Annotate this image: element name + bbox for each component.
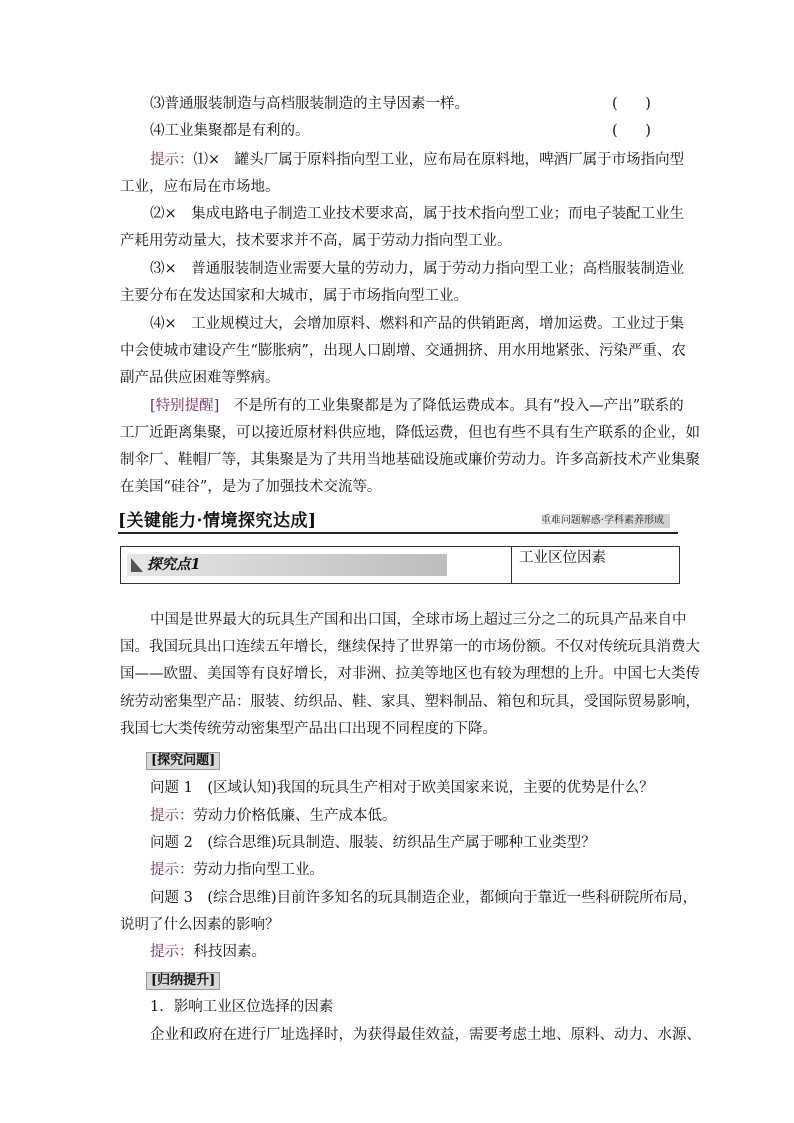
inquiry-answer-3-text: 科技因素。 [193, 944, 266, 960]
hint-label: 提示： [150, 808, 194, 824]
question-3: ⑶普通服装制造与高档服装制造的主导因素一样。 [150, 96, 469, 112]
intro-line-4: 统劳动密集型产品：服装、纺织品、鞋、家具、塑料制品、箱包和玩具，受国际贸易影响， [120, 694, 700, 710]
answer-1-text: ⑴× 罐头厂属于原料指向型工业，应布局在原料地，啤酒厂属于市场指向型 [193, 152, 685, 168]
box-divider [511, 547, 512, 583]
answer-1-line-2: 工业，应布局在市场地。 [120, 179, 280, 195]
special-note-line-4: 在美国“硅谷”，是为了加强技术交流等。 [120, 479, 382, 495]
inquiry-answer-2 [150, 860, 324, 880]
inquiry-question-1: 问题 1 (区域认知)我国的玩具生产相对于欧美国家来说，主要的优势是什么？ [150, 780, 654, 796]
answer-paren-3: ( ) [612, 96, 651, 112]
inquiry-question-2: 问题 2 (综合思维)玩具制造、服装、纺织品生产属于哪种工业类型？ [150, 835, 596, 851]
triangle-icon [131, 558, 143, 572]
special-note-label: [特别提醒] [150, 398, 220, 414]
explore-label: 探究点1 [147, 556, 201, 573]
inquiry-answer-1-text: 劳动力价格低廉、生产成本低。 [193, 808, 397, 824]
answer-2-line-1: ⑵× 集成电路电子制造工业技术要求高，属于技术指向型工业；而电子装配工业生 [150, 206, 685, 222]
hint-label: 提示： [150, 944, 194, 960]
answer-2-line-2: 产耗用劳动量大，技术要求并不高，属于劳动力指向型工业。 [120, 233, 512, 249]
answer-4-line-2: 中会使城市建设产生“膨胀病”，出现人口剧增、交通拥挤、用水用地紧张、污染严重、农 [120, 343, 686, 359]
explore-point-box [120, 546, 680, 584]
explore-tab [127, 554, 447, 576]
answer-3-line-1: ⑶× 普通服装制造业需要大量的劳动力，属于劳动力指向型工业；高档服装制造业 [150, 261, 685, 277]
inquiry-question-3-line-2: 说明了什么因素的影响？ [120, 917, 280, 933]
intro-line-2: 国。我国玩具出口连续五年增长，继续保持了世界第一的市场份额。不仅对传统玩具消费大 [120, 639, 700, 655]
summary-heading: 1．影响工业区位选择的因素 [150, 999, 334, 1015]
hint-label: 提示： [150, 152, 194, 168]
summary-line-1: 企业和政府在进行厂址选择时，为获得最佳效益，需要考虑土地、原料、动力、水源、 [150, 1027, 701, 1043]
answer-4-line-1: ⑷× 工业规模过大，会增加原料、燃料和产品的供销距离，增加运费。工业过于集 [150, 316, 685, 332]
summary-tag: [归纳提升] [146, 972, 220, 990]
inquiry-answer-2-text: 劳动力指向型工业。 [193, 862, 324, 878]
section-title: [关键能力·情境探究达成] [118, 511, 317, 531]
section-banner [118, 510, 678, 534]
inquiry-question-3-line-1: 问题 3 (综合思维)目前许多知名的玩具制造企业，都倾向于靠近一些科研院所布局， [150, 890, 698, 906]
explore-topic: 工业区位因素 [519, 550, 606, 566]
hint-label: 提示： [150, 862, 194, 878]
inquiry-tag: [探究问题] [146, 752, 220, 770]
inquiry-answer-3 [150, 942, 266, 962]
special-note-line-1 [150, 396, 684, 416]
section-subtitle: 重难问题解惑·学科素养形成 [535, 514, 670, 528]
intro-line-3: 国——欧盟、美国等有良好增长，对非洲、拉美等地区也有较为理想的上升。中国七大类传 [120, 666, 700, 682]
special-note-text: 不是所有的工业集聚都是为了降低运费成本。具有“投入—产出”联系的 [219, 398, 684, 414]
answer-4-line-3: 副产品供应困难等弊病。 [120, 370, 280, 386]
intro-line-1: 中国是世界最大的玩具生产国和出口国，全球市场上超过三分之二的玩具产品来自中 [150, 612, 687, 628]
answer-3-line-2: 主要分布在发达国家和大城市，属于市场指向型工业。 [120, 288, 468, 304]
special-note-line-3: 制伞厂、鞋帽厂等，其集聚是为了共用当地基础设施或廉价劳动力。许多高新技术产业集聚 [120, 452, 700, 468]
inquiry-answer-1 [150, 806, 397, 826]
question-4: ⑷工业集聚都是有利的。 [150, 123, 310, 139]
intro-line-5: 我国七大类传统劳动密集型产品出口出现不同程度的下降。 [120, 721, 497, 737]
answer-paren-4: ( ) [612, 123, 651, 139]
answer-1-line-1 [150, 150, 684, 170]
special-note-line-2: 工厂近距离集聚，可以接近原材料供应地，降低运费，但也有些不具有生产联系的企业，如 [120, 425, 700, 441]
